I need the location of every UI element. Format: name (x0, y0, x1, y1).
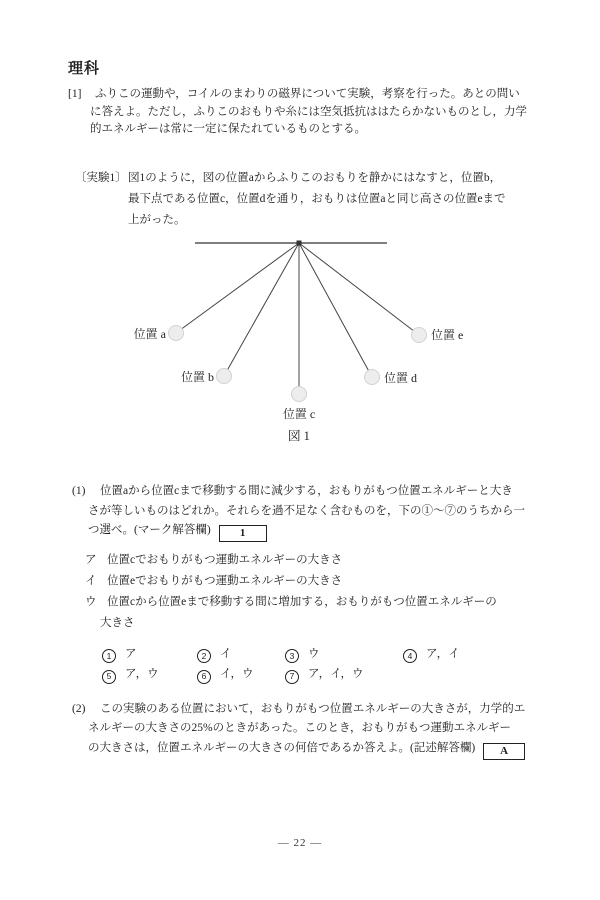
question-1-text: 位置aから位置cまで移動する間に減少する，おもりがもつ位置エネルギーと大き (100, 485, 513, 497)
item-a (85, 550, 548, 571)
page-number: — 22 — (277, 837, 323, 849)
experiment-1-paragraph (68, 168, 548, 231)
question-1-number: (1) (72, 485, 86, 497)
pendulum-bobs (169, 325, 427, 401)
question-2-text: の大きさは，位置エネルギーの大きさの何倍であるか答えよ。(記述解答欄) (88, 741, 476, 754)
choice-2 (197, 647, 285, 663)
string-b (224, 243, 299, 376)
intro-text: ふりこの運動や，コイルのまわりの磁界について実験，考察を行った。あとの問い (95, 88, 520, 100)
label-position-e: 位置 e (431, 327, 464, 342)
circled-number-1: 1 (102, 649, 116, 663)
experiment-line: 上がった。 (128, 213, 186, 226)
choice-4-text: ア，イ (426, 648, 460, 660)
problem-number-label: [1] (68, 88, 82, 100)
question-2-line: ネルギーの大きさの25%のときがあった。このとき，おもりがもつ運動エネルギー (88, 722, 512, 734)
string-e (299, 243, 419, 335)
item-a-text: 位置cでおもりがもつ運動エネルギーの大きさ (107, 554, 343, 566)
question-2-line (88, 739, 548, 760)
answer-choices (102, 647, 548, 684)
choice-2-text: イ (220, 648, 232, 660)
circled-number-7: 7 (285, 670, 299, 684)
figure-1 (80, 235, 548, 454)
label-position-b: 位置 b (180, 369, 214, 384)
choice-4 (403, 647, 548, 663)
circled-number-4: 4 (403, 649, 417, 663)
intro-line (68, 86, 548, 104)
question-1-items (85, 550, 548, 634)
question-1-line (88, 521, 548, 542)
item-u (85, 592, 548, 634)
subject-title: 理科 (68, 60, 101, 77)
question-2-line (72, 700, 548, 720)
figure-caption: 図 1 (288, 428, 310, 443)
item-i-kana: イ (85, 575, 97, 587)
mark-answer-box-1: 1 (219, 525, 267, 542)
question-2 (68, 700, 548, 760)
choice-7 (285, 667, 403, 683)
bob-position-a (169, 325, 184, 340)
label-position-d: 位置 d (384, 370, 418, 385)
label-position-a: 位置 a (133, 326, 166, 341)
experiment-label: 〔実験1〕 (75, 171, 127, 184)
circled-number-3: 3 (285, 649, 299, 663)
choice-7-text: ア，イ，ウ (308, 668, 364, 681)
question-1-line (72, 482, 548, 502)
problem-1-intro (68, 86, 548, 139)
pivot-point (297, 240, 302, 245)
circled-number-6: 6 (197, 670, 211, 684)
item-i-text: 位置eでおもりがもつ運動エネルギーの大きさ (107, 575, 343, 587)
bob-position-d (365, 369, 380, 384)
choice-1 (102, 647, 197, 663)
string-d (299, 243, 372, 377)
circled-number-5: 5 (102, 670, 116, 684)
choice-3 (285, 647, 403, 663)
circled-number-2: 2 (197, 649, 211, 663)
item-u-text-continued: 大きさ (100, 617, 135, 629)
item-u-text: 位置cから位置eまで移動する間に増加する，おもりがもつ位置エネルギーの (107, 596, 497, 608)
bob-position-b (217, 368, 232, 383)
choice-3-text: ウ (308, 648, 320, 660)
pendulum-diagram (80, 235, 520, 447)
intro-line: に答えよ。ただし，ふりこのおもりや糸には空気抵抗ははたらかないものとし，力学 (90, 105, 527, 118)
question-1-text: つ選べ。(マーク解答欄) (88, 524, 211, 536)
item-i (85, 571, 548, 592)
choice-6-text: イ，ウ (220, 668, 254, 681)
choice-1-text: ア (125, 648, 137, 660)
choice-6 (197, 667, 285, 683)
question-1-line: さが等しいものはどれか。それらを過不足なく含むものを，下の①～⑦のうちから一 (88, 504, 525, 517)
question-1 (68, 482, 548, 684)
bob-position-c (292, 386, 307, 401)
experiment-line: 最下点である位置c，位置dを通り，おもりは位置aと同じ高さの位置eまで (128, 192, 506, 205)
written-answer-box-A: A (483, 743, 525, 760)
string-a (176, 243, 299, 333)
bob-position-e (412, 327, 427, 342)
choice-5 (102, 667, 197, 683)
choice-5-text: ア，ウ (125, 668, 159, 681)
experiment-line: 図1のように，図の位置aからふりこのおもりを静かにはなすと，位置b， (128, 171, 502, 184)
intro-line: 的エネルギーは常に一定に保たれているものとする。 (90, 123, 366, 135)
item-u-kana: ウ (85, 596, 97, 608)
item-a-kana: ア (85, 554, 97, 566)
label-position-c: 位置 c (282, 406, 316, 421)
question-2-number: (2) (72, 702, 86, 715)
question-2-text: この実験のある位置において，おもりがもつ位置エネルギーの大きさが，力学的エ (100, 702, 526, 715)
